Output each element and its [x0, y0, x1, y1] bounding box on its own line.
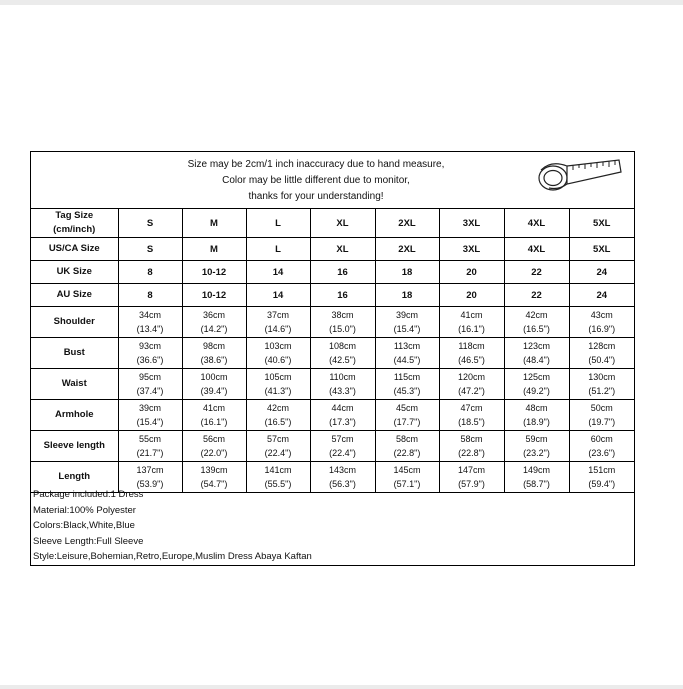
cm-value: 50cm [590, 403, 613, 413]
row-label: Shoulder [31, 307, 118, 338]
cm-value: 108cm [328, 341, 356, 351]
cm-value: 93cm [138, 341, 161, 351]
measurement-cell [118, 369, 182, 400]
size-cell: 20 [439, 261, 504, 284]
inch-value: (54.7") [200, 479, 228, 489]
size-cell: 20 [439, 284, 504, 307]
measurement-cell [439, 369, 504, 400]
bottom-border-strip [0, 685, 683, 689]
inch-value: (18.5") [458, 417, 485, 427]
size-cell: L [246, 209, 310, 238]
row-label-text: Tag Size [55, 210, 94, 221]
measurement-cell [375, 369, 439, 400]
row-label-text: US/CA Size [48, 243, 100, 254]
cm-value: 42cm [266, 403, 289, 413]
size-cell: M [182, 209, 246, 238]
row-label [31, 238, 118, 261]
measurement-cell [118, 307, 182, 338]
table-row [31, 238, 634, 261]
measurement-cell [439, 462, 504, 493]
cm-value: 41cm [460, 310, 483, 320]
cm-value: 55cm [138, 434, 161, 444]
row-label-text: AU Size [56, 289, 92, 300]
inch-value: (49.2") [523, 386, 550, 396]
row-label-text: UK Size [56, 266, 92, 277]
cm-value: 58cm [460, 434, 483, 444]
cm-value: 45cm [395, 403, 418, 413]
measurement-cell [310, 400, 375, 431]
size-cell: 3XL [439, 209, 504, 238]
cm-value: 110cm [329, 372, 356, 382]
measurement-cell [118, 400, 182, 431]
inch-value: (59.4") [588, 479, 616, 489]
measurement-cell [375, 400, 439, 431]
cm-value: 141cm [264, 465, 292, 475]
measurement-cell [375, 431, 439, 462]
measurement-cell [504, 462, 569, 493]
measurement-cell [310, 431, 375, 462]
measurement-cell [246, 338, 310, 369]
size-table [31, 209, 634, 493]
measurement-cell [504, 400, 569, 431]
table-row [31, 400, 634, 431]
size-cell: M [182, 238, 246, 261]
size-cell: 16 [310, 284, 375, 307]
inch-value: (21.7") [136, 448, 164, 458]
row-label: Length [31, 462, 118, 493]
measurement-cell [569, 307, 634, 338]
measurement-cell [246, 307, 310, 338]
sleeve-info: Sleeve Length:Full Sleeve [33, 535, 144, 547]
cm-value: 41cm [202, 403, 225, 413]
table-row [31, 338, 634, 369]
measurement-cell [182, 400, 246, 431]
measurement-cell [310, 369, 375, 400]
inch-value: (22.8") [458, 448, 485, 458]
inch-value: (42.5") [329, 355, 356, 365]
size-cell: XL [310, 209, 375, 238]
inch-value: (57.9") [458, 479, 485, 489]
measurement-cell [439, 431, 504, 462]
size-cell: 8 [118, 284, 182, 307]
row-label [31, 284, 118, 307]
notice-line-1: Size may be 2cm/1 inch inaccuracy due to hand measure, [187, 159, 445, 170]
inch-value: (15.4") [393, 324, 421, 334]
row-label: Sleeve length [31, 431, 118, 462]
cm-value: 60cm [590, 434, 613, 444]
cm-value: 39cm [138, 403, 161, 413]
inch-value: (38.6") [200, 355, 228, 365]
measurement-cell [246, 431, 310, 462]
inch-value: (39.4") [200, 386, 228, 396]
cm-value: 58cm [395, 434, 418, 444]
measurement-cell [310, 338, 375, 369]
cm-value: 118cm [458, 341, 485, 351]
inch-value: (51.2") [588, 386, 616, 396]
size-cell: XL [310, 238, 375, 261]
top-border-strip [0, 0, 683, 5]
inch-value: (16.1") [200, 417, 228, 427]
cm-value: 143cm [328, 465, 356, 475]
notice-line-2: Color may be little different due to monitor, [222, 175, 410, 186]
size-cell: 10-12 [182, 284, 246, 307]
inch-value: (14.6") [264, 324, 292, 334]
measurement-cell [182, 431, 246, 462]
measurement-cell [182, 369, 246, 400]
size-cell: 3XL [439, 238, 504, 261]
size-cell: 5XL [569, 209, 634, 238]
table-row [31, 261, 634, 284]
cm-value: 98cm [202, 341, 225, 351]
inch-value: (58.7") [523, 479, 550, 489]
measurement-cell [504, 307, 569, 338]
size-cell: 16 [310, 261, 375, 284]
inch-value: (36.6") [136, 355, 164, 365]
inch-value: (13.4") [136, 324, 164, 334]
inch-value: (19.7") [588, 417, 616, 427]
cm-value: 113cm [393, 341, 421, 351]
cm-value: 145cm [393, 465, 421, 475]
cm-value: 147cm [457, 465, 485, 475]
table-row [31, 431, 634, 462]
row-label: Bust [31, 338, 118, 369]
size-cell: 2XL [375, 209, 439, 238]
cm-value: 130cm [588, 372, 616, 382]
measurement-cell [504, 431, 569, 462]
size-cell: 18 [375, 261, 439, 284]
cm-value: 47cm [460, 403, 483, 413]
material-info: Material:100% Polyester [33, 504, 136, 516]
cm-value: 59cm [525, 434, 548, 444]
measurement-cell [118, 338, 182, 369]
measurement-cell [569, 369, 634, 400]
inch-value: (53.9") [136, 479, 164, 489]
notice-line-3: thanks for your understanding! [248, 191, 384, 202]
inch-value: (40.6") [264, 355, 292, 365]
table-row [31, 307, 634, 338]
colors-info: Colors:Black,White,Blue [33, 520, 135, 531]
cm-value: 137cm [136, 465, 164, 475]
inch-value: (56.3") [329, 479, 356, 489]
size-cell: 2XL [375, 238, 439, 261]
measurement-cell [375, 307, 439, 338]
row-label-subtext: (cm/inch) [53, 224, 96, 235]
measurement-cell [439, 307, 504, 338]
cm-value: 57cm [266, 434, 289, 444]
cm-value: 128cm [588, 341, 616, 351]
measurement-cell [246, 369, 310, 400]
row-label [31, 261, 118, 284]
inch-value: (55.5") [264, 479, 292, 489]
inch-value: (16.5") [523, 324, 550, 334]
inch-value: (41.3") [264, 386, 292, 396]
cm-value: 38cm [331, 310, 354, 320]
inch-value: (46.5") [458, 355, 485, 365]
size-cell: S [118, 209, 182, 238]
cm-value: 56cm [202, 434, 225, 444]
inch-value: (50.4") [588, 355, 616, 365]
measurement-cell [569, 431, 634, 462]
size-cell: 14 [246, 261, 310, 284]
size-cell: 14 [246, 284, 310, 307]
style-info: Style:Leisure,Bohemian,Retro,Europe,Muslim Dress Abaya Kaftan [33, 551, 312, 562]
measurement-cell [118, 431, 182, 462]
cm-value: 44cm [331, 403, 354, 413]
inch-value: (15.4") [136, 417, 164, 427]
measuring-tape-icon [531, 154, 623, 204]
table-row [31, 209, 634, 238]
size-cell: 4XL [504, 209, 569, 238]
cm-value: 103cm [264, 341, 292, 351]
inch-value: (47.2") [458, 386, 485, 396]
package-info: Package included:1 Dress [33, 489, 144, 500]
inch-value: (48.4") [523, 355, 550, 365]
size-cell: L [246, 238, 310, 261]
measurement-cell [504, 338, 569, 369]
size-cell: 4XL [504, 238, 569, 261]
cm-value: 42cm [525, 310, 548, 320]
row-label: Armhole [31, 400, 118, 431]
inch-value: (22.4") [329, 448, 356, 458]
inch-value: (16.1") [458, 324, 485, 334]
cm-value: 151cm [588, 465, 616, 475]
inch-value: (22.0") [200, 448, 228, 458]
cm-value: 39cm [395, 310, 418, 320]
inch-value: (43.3") [329, 386, 356, 396]
size-cell: 5XL [569, 238, 634, 261]
product-info [33, 487, 312, 565]
measurement-cell [375, 338, 439, 369]
measurement-cell [182, 307, 246, 338]
measurement-cell [246, 400, 310, 431]
size-cell: 24 [569, 284, 634, 307]
inch-value: (57.1") [393, 479, 421, 489]
cm-value: 57cm [331, 434, 354, 444]
inch-value: (23.6") [588, 448, 616, 458]
inch-value: (16.5") [264, 417, 292, 427]
inch-value: (18.9") [523, 417, 550, 427]
cm-value: 37cm [266, 310, 289, 320]
cm-value: 139cm [200, 465, 228, 475]
cm-value: 36cm [202, 310, 225, 320]
measurement-cell [569, 462, 634, 493]
size-cell: 24 [569, 261, 634, 284]
inch-value: (22.4") [264, 448, 292, 458]
size-cell: 10-12 [182, 261, 246, 284]
cm-value: 43cm [590, 310, 613, 320]
cm-value: 120cm [457, 372, 485, 382]
measurement-cell [439, 400, 504, 431]
measurement-cell [375, 462, 439, 493]
cm-value: 100cm [200, 372, 228, 382]
cm-value: 149cm [522, 465, 550, 475]
cm-value: 105cm [264, 372, 292, 382]
cm-value: 125cm [522, 372, 550, 382]
inch-value: (17.3") [329, 417, 356, 427]
size-cell: 22 [504, 261, 569, 284]
cm-value: 123cm [522, 341, 550, 351]
cm-value: 48cm [525, 403, 548, 413]
table-row [31, 369, 634, 400]
table-row [31, 284, 634, 307]
cm-value: 115cm [393, 372, 421, 382]
measurement-cell [569, 338, 634, 369]
notice-box [31, 152, 634, 209]
size-cell: 8 [118, 261, 182, 284]
inch-value: (22.8") [393, 448, 421, 458]
measurement-cell [182, 338, 246, 369]
inch-value: (15.0") [329, 324, 356, 334]
inch-value: (17.7") [393, 417, 421, 427]
inch-value: (44.5") [393, 355, 421, 365]
inch-value: (14.2") [200, 324, 228, 334]
inch-value: (37.4") [136, 386, 164, 396]
inch-value: (16.9") [588, 324, 616, 334]
cm-value: 34cm [138, 310, 161, 320]
size-cell: S [118, 238, 182, 261]
cm-value: 95cm [138, 372, 161, 382]
inch-value: (23.2") [523, 448, 550, 458]
size-cell: 18 [375, 284, 439, 307]
size-chart [30, 151, 635, 566]
inch-value: (45.3") [393, 386, 421, 396]
size-cell: 22 [504, 284, 569, 307]
row-label: Waist [31, 369, 118, 400]
measurement-cell [569, 400, 634, 431]
notice-text [171, 157, 461, 205]
measurement-cell [504, 369, 569, 400]
measurement-cell [310, 462, 375, 493]
measurement-cell [439, 338, 504, 369]
row-label [31, 209, 118, 238]
measurement-cell [310, 307, 375, 338]
